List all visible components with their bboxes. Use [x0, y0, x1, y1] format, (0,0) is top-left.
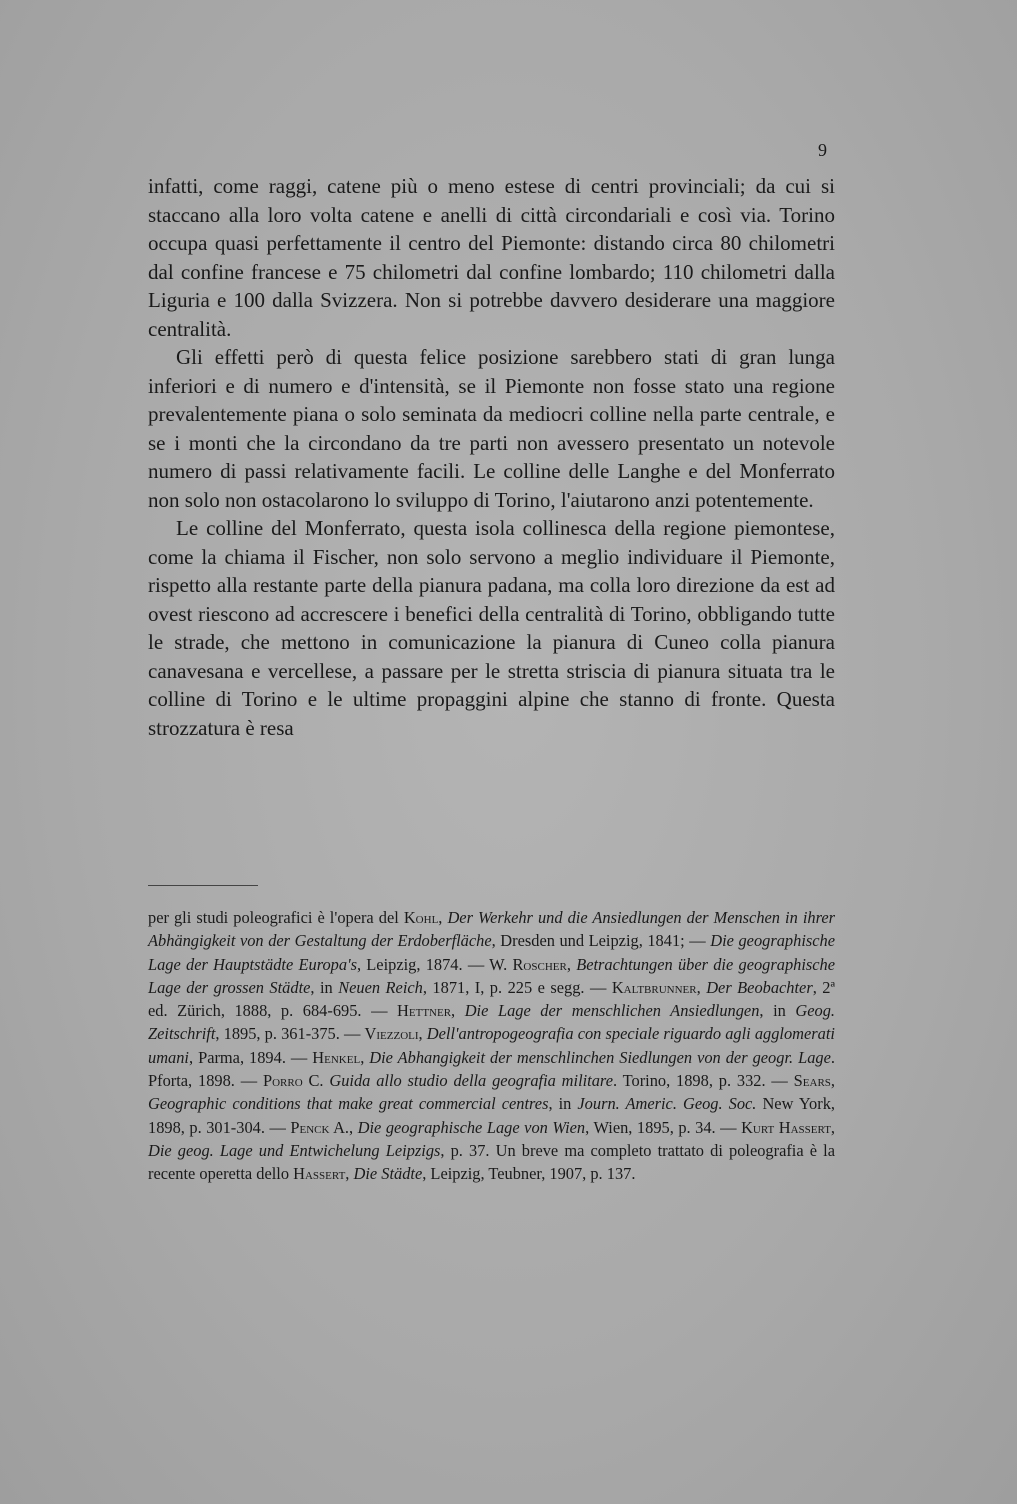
footnote-text: , 1871, I, p. 225 e segg. —	[422, 977, 612, 997]
paragraph-1: infatti, come raggi, catene più o meno estese di centri provinciali; da cui si staccano alla loro volta catene e anelli di città circondariali e così via. Torino occupa quasi perfettamente il centro del Piemonte: distando circa 80 chilometri dal confine francese e 75 chilometri dal confine lombardo; 110 chilometri dalla Liguria e 100 dalla Svizzera. Non si potrebbe davvero desiderare una maggiore centralità.	[148, 174, 835, 341]
footnote-author: Kohl	[403, 908, 439, 927]
footnote-text: , Leipzig, 1874. — W.	[356, 954, 513, 974]
footnote-text: , p. 37. Un breve ma completo trattato di poleografia è la recente operetta dello	[148, 1140, 835, 1184]
footnote-work-title: Die geographische Lage der Hauptstädte Europa's	[148, 931, 835, 974]
footnote-author: Roscher	[512, 954, 567, 974]
footnote-work-title: Geog. Zeitschrift	[148, 1001, 835, 1044]
paragraph-2: Gli effetti però di questa felice posizione sarebbero stati di gran lunga inferiori e di numero e d'intensità, se il Piemonte non fosse stato una regione prevalentemente piana o solo seminata da mediocri colline nella parte centrale, e se i monti che la circondano da tre parti non avessero presentato un notevole numero di passi relativamente facili. Le colline delle Langhe e del Monferrato non solo non ostacolarono lo sviluppo di Torino, l'aiutarono anzi potentemente.	[148, 345, 835, 512]
footnote-work-title: Die Städte	[353, 1164, 423, 1184]
footnote-author: Viezzoli	[364, 1024, 419, 1044]
footnote-work-title: Geographic conditions that make great commercial centres	[148, 1094, 549, 1114]
footnote-text: , Dresden und Leipzig, 1841; —	[491, 931, 711, 951]
footnote-author: Hassert	[293, 1164, 346, 1184]
footnote-author: Hettner	[397, 1001, 452, 1021]
footnote-author: Kurt Hassert	[741, 1117, 831, 1137]
footnote-author: Penck A.	[290, 1117, 350, 1137]
footnote-text: , in	[759, 1001, 796, 1021]
footnote-text: , Wien, 1895, p. 34. —	[585, 1117, 742, 1137]
footnote-text: , 2ª ed. Zürich, 1888, p. 684-695. —	[148, 977, 836, 1021]
footnote-text: , in	[548, 1094, 578, 1114]
footnote-work-title: Die Abhangigkeit der menschlinchen Siedlungen von der geogr. Lage	[369, 1047, 831, 1067]
footnote-text: . Torino, 1898, p. 332. —	[612, 1071, 794, 1091]
footnote-work-title: Die Lage der menschlichen Ansiedlungen	[464, 1001, 760, 1021]
footnote-text: per gli studi poleografici è l'opera del	[148, 908, 404, 927]
footnote-divider	[148, 885, 258, 886]
footnote-work-title: Guida allo studio della geografia militare	[329, 1071, 613, 1091]
page-number: 9	[818, 140, 827, 160]
footnote-text: , Leipzig, Teubner, 1907, p. 137.	[422, 1164, 636, 1184]
footnote-work-title: Die geographische Lage von Wien	[357, 1117, 586, 1137]
footnote-text: , 1895, p. 361-375. —	[215, 1024, 365, 1044]
main-text	[148, 172, 835, 742]
footnote-author: Porro C.	[262, 1071, 324, 1091]
paragraph-3: Le colline del Monferrato, questa isola collinesca della regione piemontese, come la chiama il Fischer, non solo servono a meglio individuare il Piemonte, rispetto alla restante parte della pianura padana, ma colla loro direzione da est ad ovest riescono ad accrescere i benefici della centralità di Torino, obbligando tutte le strade, che mettono in comunicazione la pianura di Cuneo colla pianura canavesana e vercellese, a passare per le stretta striscia di pianura situata tra le colline di Torino e le ultime propaggini alpine che stanno di fronte. Questa strozzatura è resa	[148, 516, 835, 740]
footnote-text: , Parma, 1894. —	[188, 1047, 313, 1067]
footnote-work-title: Dell'antropogeografia con speciale riguardo agli agglomerati umani	[148, 1024, 835, 1067]
footnote-work-title: Der Beobachter	[706, 977, 813, 997]
footnote-text: New York, 1898, p. 301-304. —	[148, 1094, 835, 1137]
footnote: per gli studi poleografici è l'opera del Kohl, Der Werkehr und die Ansiedlungen der Menschen in ihrer Abhängigkeit von der Gestaltung der Erdoberfläche, Dresden und Leipzig, 1841; — Die geographische Lage der Hauptstädte Europa's, Leipzig, 1874. — W. Roscher, Betrachtungen über die geographische Lage der grossen Städte, in Neuen Reich, 1871, I, p. 225 e segg. — Kaltbrunner, Der Beobachter, 2ª ed. Zürich, 1888, p. 684-695. — Hettner, Die Lage der menschlichen Ansiedlungen, in Geog. Zeitschrift, 1895, p. 361-375. — Viezzoli, Dell'antropogeografia con speciale riguardo agli agglomerati umani, Parma, 1894. — Henkel, Die Abhangigkeit der menschlinchen Siedlungen von der geogr. Lage. Pforta, 1898. — Porro C. Guida allo studio della geografia militare. Torino, 1898, p. 332. — Sears, Geographic conditions that make great commercial centres, in Journ. Americ. Geog. Soc. New York, 1898, p. 301-304. — Penck A., Die geographische Lage von Wien, Wien, 1895, p. 34. — Kurt Hassert, Die geog. Lage und Entwichelung Leipzigs, p. 37. Un breve ma completo trattato di poleografia è la recente operetta dello Hassert, Die Städte, Leipzig, Teubner, 1907, p. 137.	[148, 908, 836, 1184]
footnote-work-title: Die geog. Lage und Entwichelung Leipzigs	[148, 1140, 441, 1160]
footnote-author: Sears	[793, 1071, 831, 1091]
footnote-work-title: Journ. Americ. Geog. Soc.	[577, 1094, 757, 1114]
footnote-work-title: Neuen Reich	[338, 977, 423, 997]
footnote-author: Henkel	[312, 1047, 361, 1067]
footnote-text: , in	[310, 977, 339, 997]
footnote-text: . Pforta, 1898. —	[148, 1047, 835, 1091]
footnote-author: Kaltbrunner	[611, 977, 697, 997]
footnote-work-title: Der Werkehr und die Ansiedlungen der Menschen in ihrer Abhängigkeit von der Gestaltung der Erdoberfläche	[148, 908, 835, 951]
footnote-work-title: Betrachtungen über die geographische Lage der grossen Städte	[148, 954, 836, 997]
